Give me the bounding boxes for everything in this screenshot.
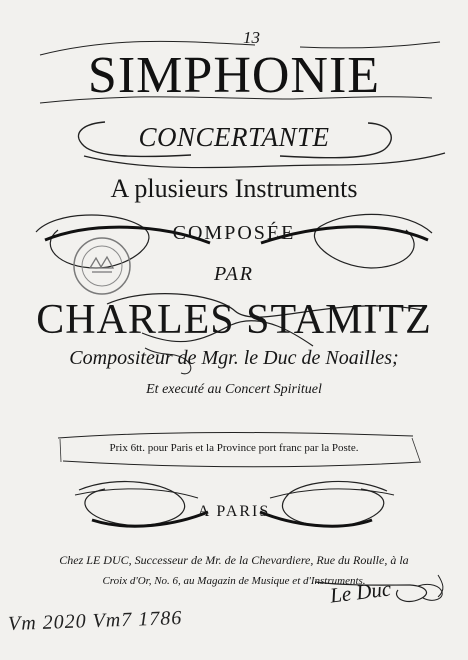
shelfmark: Vm 2020 Vm7 1786	[7, 606, 183, 636]
par-label: PAR	[213, 263, 255, 285]
main-title: SIMPHONIE	[87, 47, 381, 104]
signature: Le Duc	[328, 576, 393, 608]
composer-name: CHARLES STAMITZ	[36, 297, 432, 343]
instrument-line: A plusieurs Instruments	[110, 174, 358, 203]
document-number: 13	[243, 28, 260, 47]
price-rule	[58, 433, 413, 439]
price-line: Prix 6tt. pour Paris et la Province port franc par la Poste.	[109, 442, 359, 454]
publisher-line-1: Chez LE DUC, Successeur de Mr. de la Chevardiere, Rue du Roulle, à la	[59, 553, 409, 567]
performance-note: Et executé au Concert Spirituel	[146, 382, 322, 397]
publisher-line-2: Croix d'Or, No. 6, au Magazin de Musique et d'Instruments.	[102, 575, 366, 587]
price-rule-2	[63, 461, 421, 467]
composition-label: COMPOSÉE	[172, 222, 296, 244]
subtitle: CONCERTANTE	[138, 122, 330, 152]
concertante-swash	[84, 153, 445, 168]
publication-place: A PARIS	[197, 503, 271, 520]
composer-description: Compositeur de Mgr. le Duc de Noailles;	[69, 347, 399, 369]
